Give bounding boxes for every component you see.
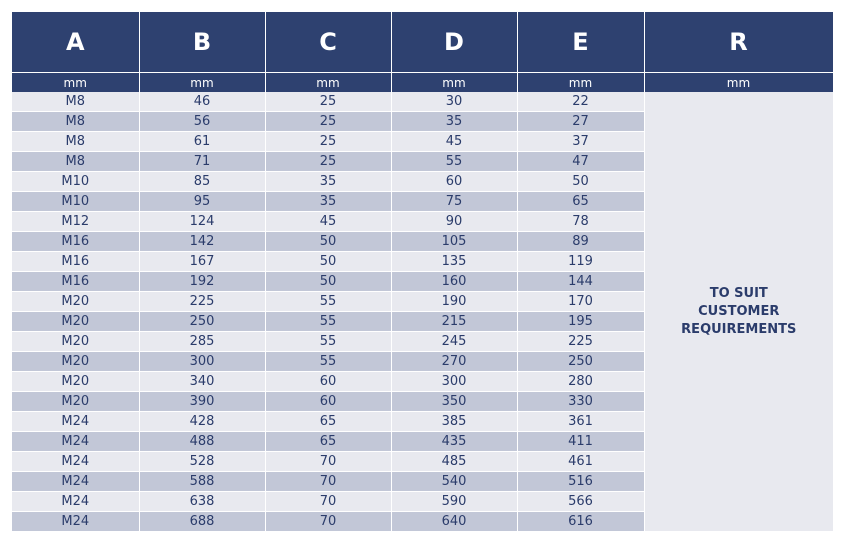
table-cell: 25 (265, 132, 391, 152)
table-cell: 540 (391, 472, 517, 492)
table-cell: 638 (139, 492, 265, 512)
table-cell: M10 (12, 192, 139, 212)
table-cell: 55 (265, 312, 391, 332)
table-cell: 55 (265, 332, 391, 352)
table-cell: 89 (517, 232, 644, 252)
table-cell: M24 (12, 472, 139, 492)
table-body (12, 92, 833, 532)
units-row (12, 73, 833, 93)
table-cell: 250 (517, 352, 644, 372)
table-cell: 435 (391, 432, 517, 452)
table-cell: M20 (12, 332, 139, 352)
table-cell: 588 (139, 472, 265, 492)
table-cell: 144 (517, 272, 644, 292)
table-cell: M24 (12, 492, 139, 512)
table-cell: 35 (391, 112, 517, 132)
table-cell: 566 (517, 492, 644, 512)
table-cell: 225 (139, 292, 265, 312)
table-cell: 390 (139, 392, 265, 412)
table-cell: 60 (265, 392, 391, 412)
table-cell: 60 (391, 172, 517, 192)
r-note-line: TO SUIT (709, 285, 768, 301)
table-cell: 25 (265, 92, 391, 112)
table-cell: 70 (265, 452, 391, 472)
table-cell: 65 (517, 192, 644, 212)
table-cell: 45 (391, 132, 517, 152)
table-cell: 75 (391, 192, 517, 212)
r-note-line: REQUIREMENTS (681, 321, 797, 337)
table-cell: 70 (265, 512, 391, 532)
table-cell: 78 (517, 212, 644, 232)
table-cell: 170 (517, 292, 644, 312)
table-cell: M24 (12, 432, 139, 452)
table-cell: M20 (12, 372, 139, 392)
table-cell: 50 (265, 252, 391, 272)
table-cell: M8 (12, 92, 139, 112)
table-cell: 385 (391, 412, 517, 432)
unit-a: mm (12, 73, 139, 93)
table-cell: 428 (139, 412, 265, 432)
table-cell: 55 (265, 292, 391, 312)
unit-b: mm (139, 73, 265, 93)
table-cell: 22 (517, 92, 644, 112)
table-cell: M20 (12, 352, 139, 372)
header-a: A (12, 12, 139, 73)
table-cell: 340 (139, 372, 265, 392)
table-cell: 270 (391, 352, 517, 372)
table-cell: M16 (12, 272, 139, 292)
unit-c: mm (265, 73, 391, 93)
dimension-table-container (12, 12, 833, 532)
table-cell: M10 (12, 172, 139, 192)
table-cell: 616 (517, 512, 644, 532)
table-cell: 142 (139, 232, 265, 252)
table-cell: 105 (391, 232, 517, 252)
table-cell: M20 (12, 312, 139, 332)
table-cell: 461 (517, 452, 644, 472)
table-cell: M20 (12, 392, 139, 412)
table-cell: 280 (517, 372, 644, 392)
table-cell: 300 (139, 352, 265, 372)
table-cell: 640 (391, 512, 517, 532)
header-c: C (265, 12, 391, 73)
table-cell: 411 (517, 432, 644, 452)
r-note-line: CUSTOMER (698, 303, 780, 319)
table-cell: 285 (139, 332, 265, 352)
table-cell: 190 (391, 292, 517, 312)
table-cell: M8 (12, 152, 139, 172)
table-cell: 135 (391, 252, 517, 272)
table-cell: 215 (391, 312, 517, 332)
table-cell: 160 (391, 272, 517, 292)
table-cell: 45 (265, 212, 391, 232)
table-cell: 119 (517, 252, 644, 272)
table-cell: 516 (517, 472, 644, 492)
table-cell: 485 (391, 452, 517, 472)
table-cell: 167 (139, 252, 265, 272)
table-cell: 85 (139, 172, 265, 192)
table-cell: 590 (391, 492, 517, 512)
header-d: D (391, 12, 517, 73)
table-cell: 65 (265, 412, 391, 432)
table-cell: 60 (265, 372, 391, 392)
table-cell: 35 (265, 192, 391, 212)
table-cell: 37 (517, 132, 644, 152)
table-cell: 528 (139, 452, 265, 472)
table-cell: M24 (12, 512, 139, 532)
table-cell: 245 (391, 332, 517, 352)
table-cell: 55 (391, 152, 517, 172)
table-cell: 71 (139, 152, 265, 172)
table-cell: 95 (139, 192, 265, 212)
table-cell: M24 (12, 452, 139, 472)
table-cell: M16 (12, 252, 139, 272)
table-cell: M8 (12, 112, 139, 132)
table-cell: 35 (265, 172, 391, 192)
unit-r: mm (644, 73, 833, 93)
unit-d: mm (391, 73, 517, 93)
table-cell: 225 (517, 332, 644, 352)
table-cell: 250 (139, 312, 265, 332)
r-note-cell (644, 92, 833, 532)
table-cell: 61 (139, 132, 265, 152)
header-e: E (517, 12, 644, 73)
table-cell: 56 (139, 112, 265, 132)
table-cell: 46 (139, 92, 265, 112)
table-cell: 50 (517, 172, 644, 192)
table-cell: M20 (12, 292, 139, 312)
table-cell: 688 (139, 512, 265, 532)
table-cell: 70 (265, 472, 391, 492)
table-cell: M16 (12, 232, 139, 252)
table-cell: 90 (391, 212, 517, 232)
table-cell: 25 (265, 152, 391, 172)
table-cell: 70 (265, 492, 391, 512)
table-cell: 361 (517, 412, 644, 432)
table-cell: 30 (391, 92, 517, 112)
table-cell: 488 (139, 432, 265, 452)
header-b: B (139, 12, 265, 73)
dimension-table (12, 12, 834, 532)
table-cell: 195 (517, 312, 644, 332)
header-row (12, 12, 833, 73)
table-cell: 55 (265, 352, 391, 372)
table-cell: 65 (265, 432, 391, 452)
table-cell: 50 (265, 272, 391, 292)
table-row (12, 92, 833, 112)
table-cell: 25 (265, 112, 391, 132)
table-cell: 330 (517, 392, 644, 412)
table-cell: 350 (391, 392, 517, 412)
table-cell: 192 (139, 272, 265, 292)
header-r: R (644, 12, 833, 73)
table-cell: 300 (391, 372, 517, 392)
table-cell: M24 (12, 412, 139, 432)
table-cell: M8 (12, 132, 139, 152)
table-cell: 124 (139, 212, 265, 232)
table-cell: 50 (265, 232, 391, 252)
table-cell: 27 (517, 112, 644, 132)
table-cell: M12 (12, 212, 139, 232)
unit-e: mm (517, 73, 644, 93)
table-cell: 47 (517, 152, 644, 172)
